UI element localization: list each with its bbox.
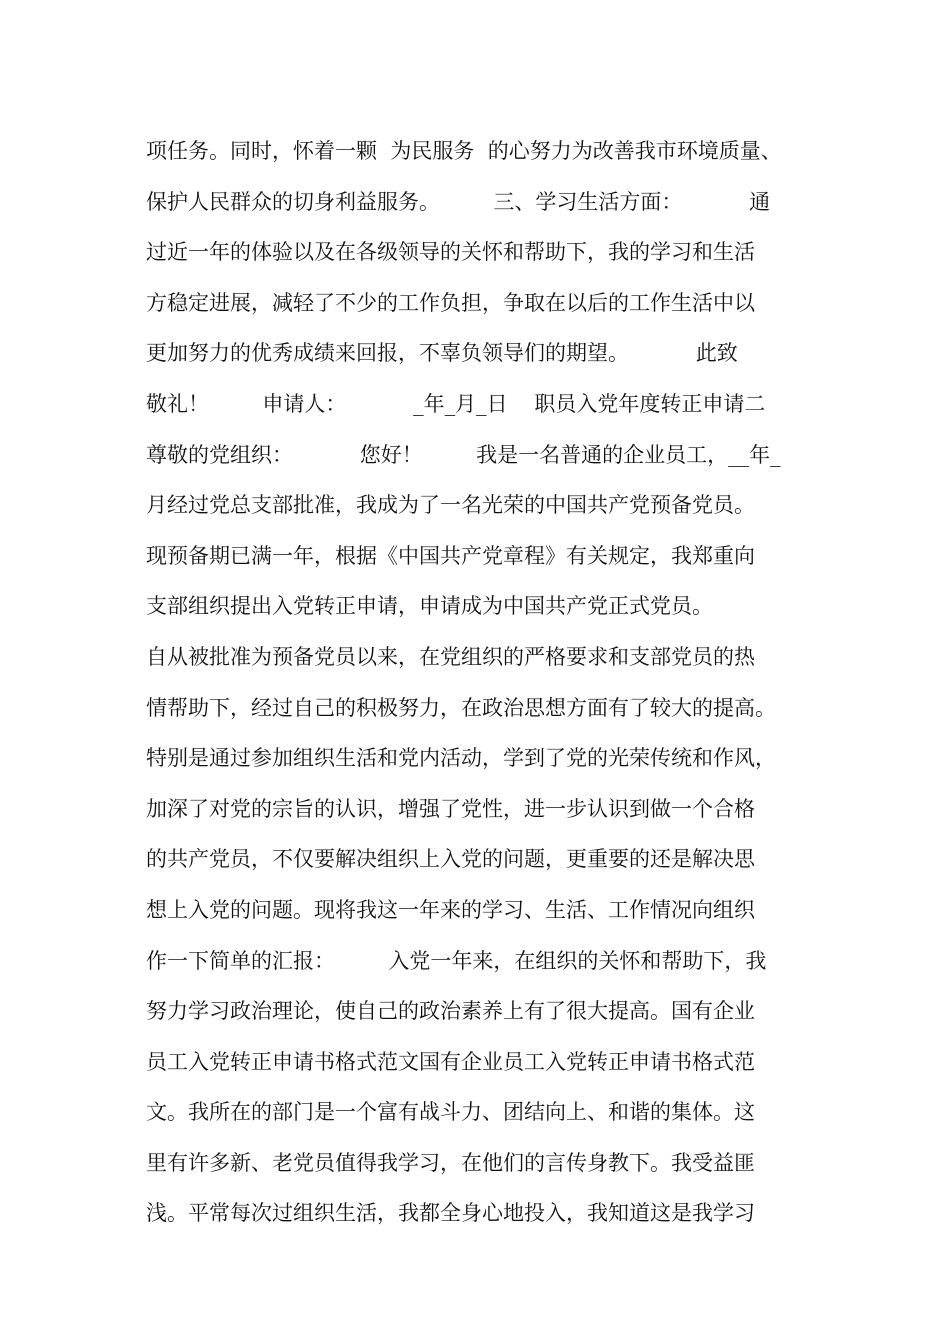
text-line: 支部组织提出入党转正申请，申请成为中国共产党正式党员。 (146, 594, 713, 619)
text-line: 浅。平常每次过组织生活，我都全身心地投入，我知道这是我学习 (146, 1201, 755, 1226)
text-line: 方稳定进展，减轻了不少的工作负担，争取在以后的工作生活中以 (146, 290, 755, 315)
text-line: 敬礼！ 申请人： _年_月_日 职员入党年度转正申请二 (146, 391, 766, 416)
text-line: 保护人民群众的切身利益服务。 三、学习生活方面： 通 (146, 189, 771, 214)
document-body (146, 126, 836, 1239)
text-line: 月经过党总支部批准，我成为了一名光荣的中国共产党预备党员。 (146, 493, 755, 518)
text-line: 情帮助下，经过自己的积极努力，在政治思想方面有了较大的提高。 (146, 695, 776, 720)
text-line: 更加努力的优秀成绩来回报，不辜负领导们的期望。 此致 (146, 341, 738, 366)
text-line: 想上入党的问题。现将我这一年来的学习、生活、工作情况向组织 (146, 897, 755, 922)
text-line: 自从被批准为预备党员以来，在党组织的严格要求和支部党员的热 (146, 644, 755, 669)
text-line: 员工入党转正申请书格式范文国有企业员工入党转正申请书格式范 (146, 1049, 755, 1074)
text-line: 过近一年的体验以及在各级领导的关怀和帮助下，我的学习和生活 (146, 240, 755, 265)
text-line: 加深了对党的宗旨的认识，增强了党性，进一步认识到做一个合格 (146, 796, 755, 821)
text-line: 现预备期已满一年，根据《中国共产党章程》有关规定，我郑重向 (146, 543, 755, 568)
text-line: 尊敬的党组织： 您好！ 我是一名普通的企业员工，__年_ (146, 442, 781, 467)
text-line: 文。我所在的部门是一个富有战斗力、团结向上、和谐的集体。这 (146, 1100, 755, 1125)
text-line: 的共产党员，不仅要解决组织上入党的问题，更重要的还是解决思 (146, 847, 755, 872)
text-line: 特别是通过参加组织生活和党内活动，学到了党的光荣传统和作风， (146, 746, 776, 771)
text-line: 努力学习政治理论，使自己的政治素养上有了很大提高。国有企业 (146, 999, 755, 1024)
text-line: 作一下简单的汇报： 入党一年来，在组织的关怀和帮助下，我 (146, 948, 767, 973)
text-line: 项任务。同时，怀着一颗 为民服务 的心努力为改善我市环境质量、 (146, 139, 782, 163)
text-line: 里有许多新、老党员值得我学习，在他们的言传身教下。我受益匪 (146, 1150, 755, 1175)
